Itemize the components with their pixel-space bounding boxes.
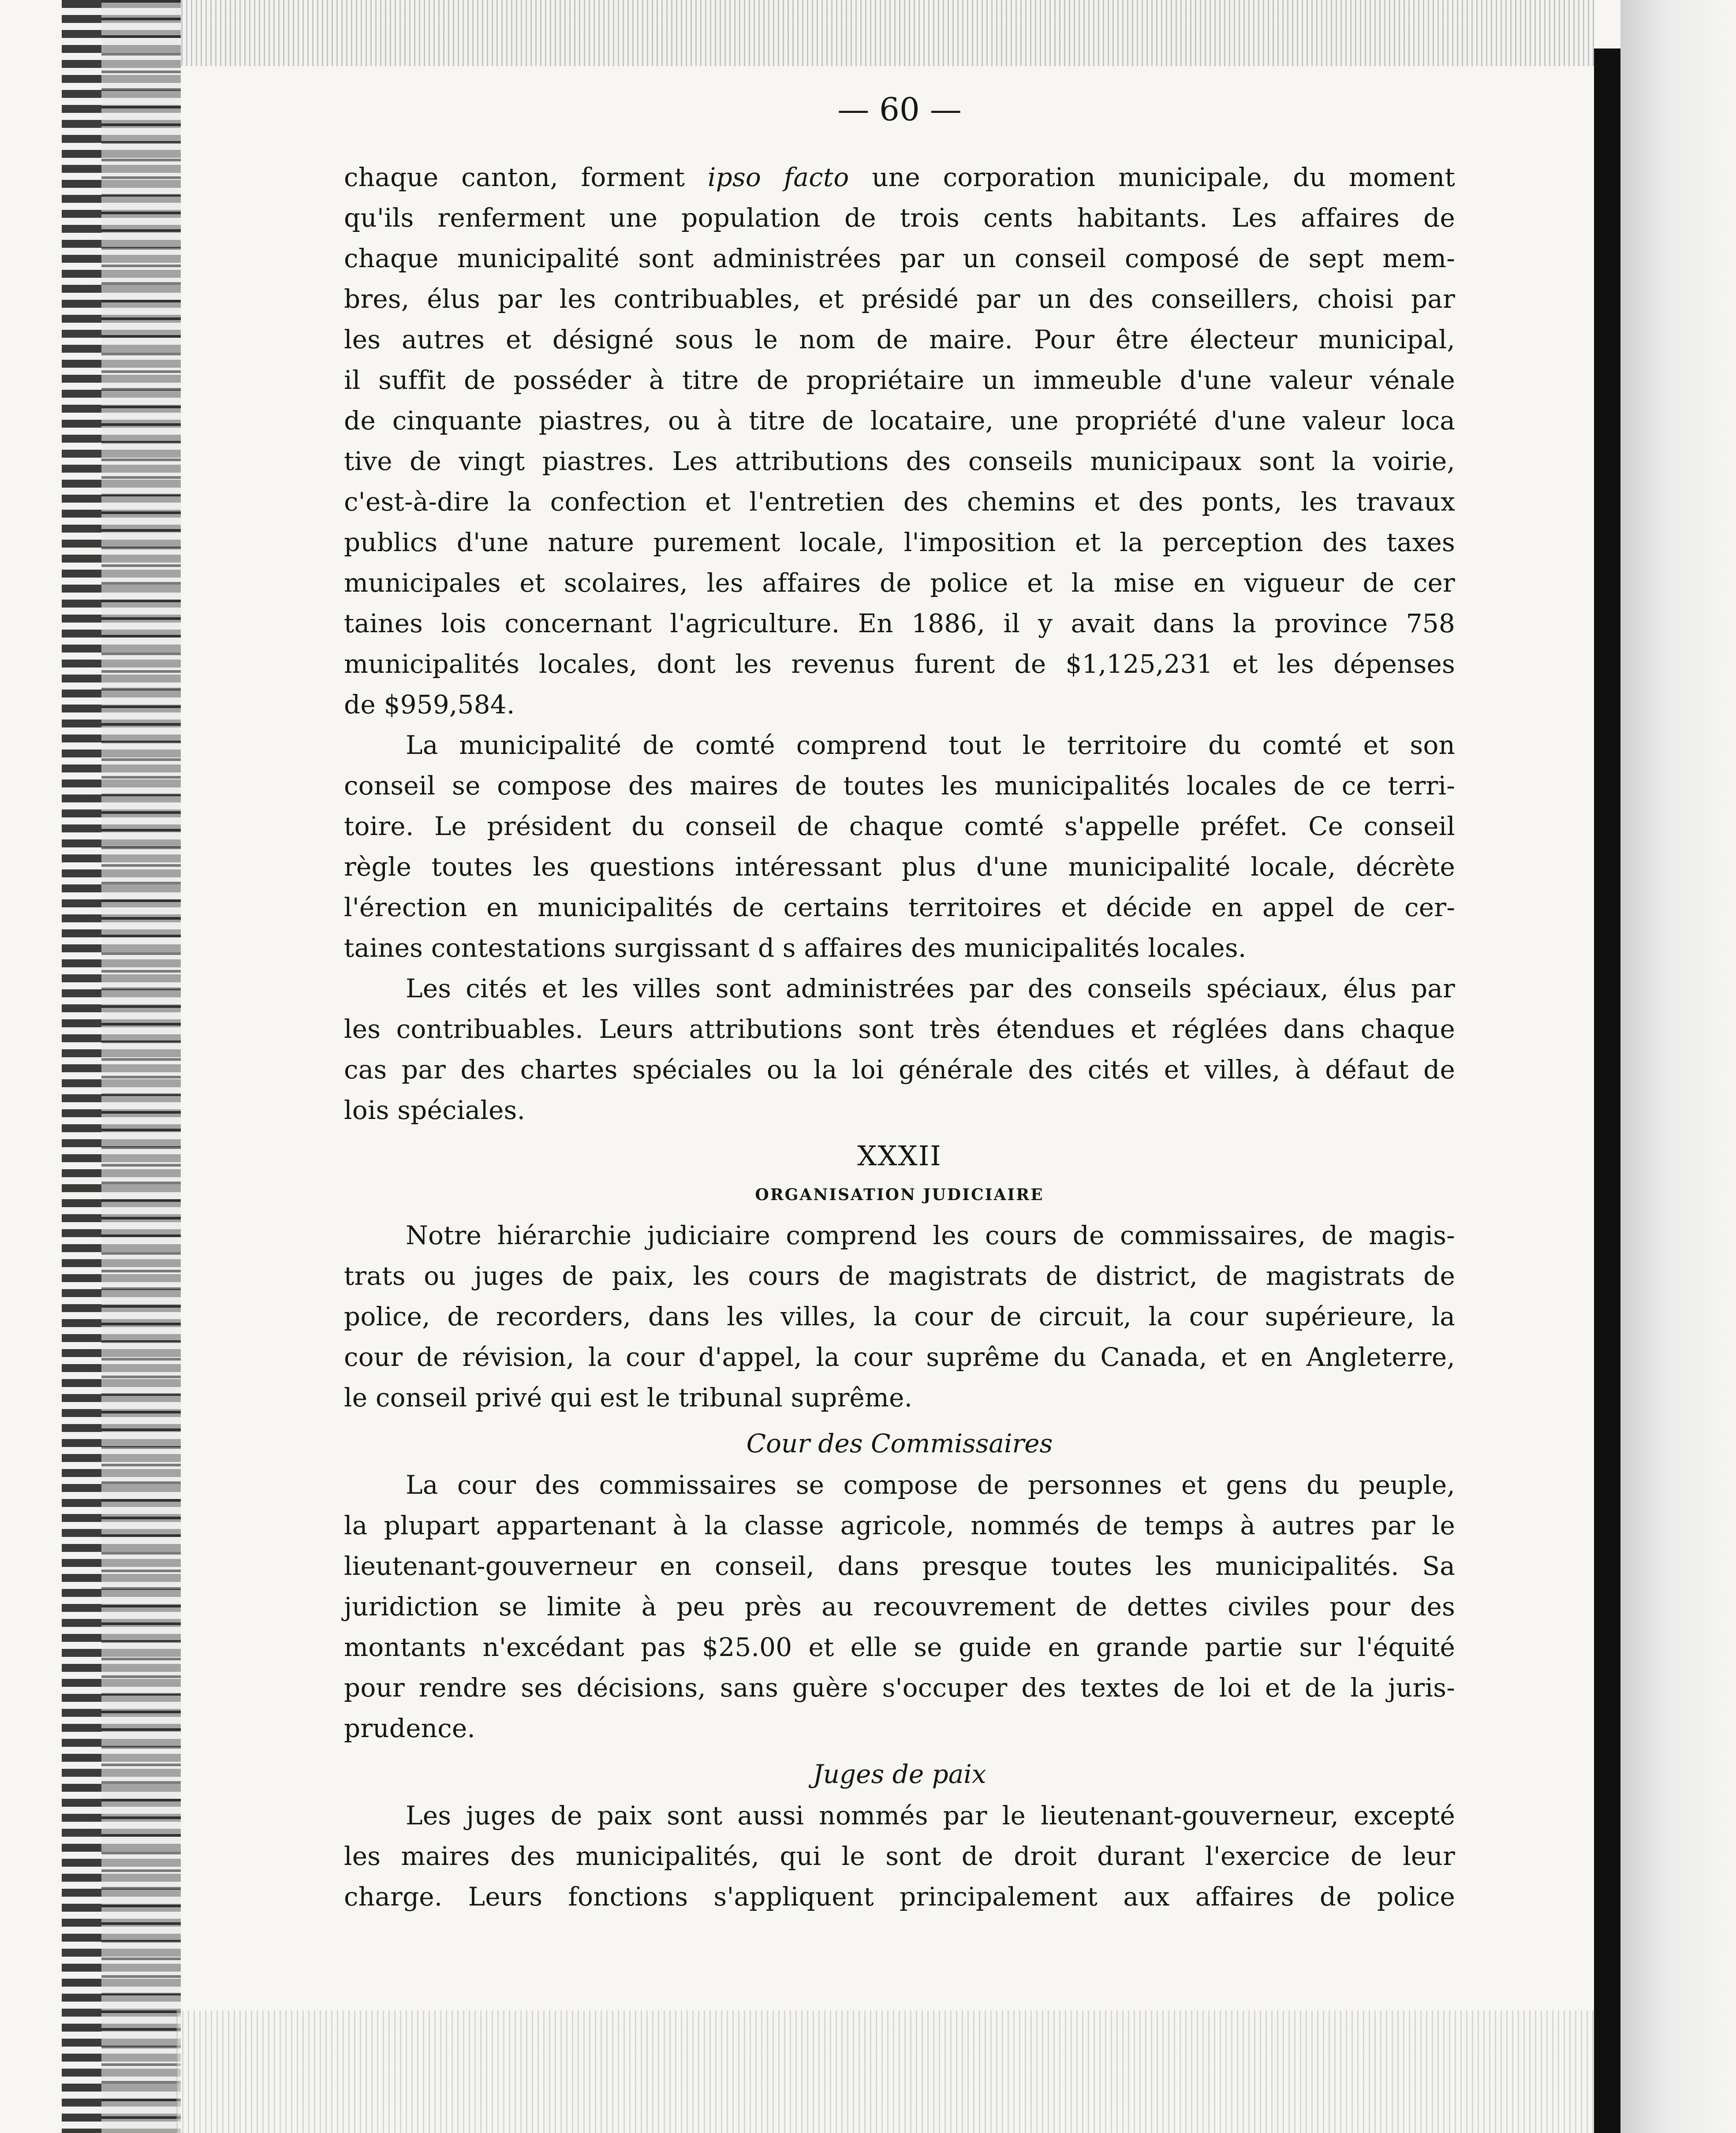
text-line: les autres et désigné sous le nom de maire. Pour être électeur municipal, [344, 324, 1455, 354]
text-line: charge. Leurs fonctions s'appliquent principalement aux affaires de police [344, 1882, 1455, 1912]
scan-noise-top [176, 0, 1594, 66]
paragraph-commissioners-court [344, 1465, 1455, 1749]
scan-edge-left-inner [101, 0, 181, 2133]
text-line: bres, élus par les contribuables, et présidé par un des conseillers, choisi par [344, 284, 1455, 314]
subheading-juges-de-paix: Juges de paix [813, 1759, 986, 1789]
text-line [344, 157, 1455, 198]
text-line: taines contestations surgissant d s affaires des municipalités locales. [344, 933, 1247, 963]
text-line: municipales et scolaires, les affaires de police et la mise en vigueur de cer [344, 568, 1455, 598]
text-line: cas par des chartes spéciales ou la loi générale des cités et villes, à défaut de [344, 1055, 1455, 1085]
text-line: de $959,584. [344, 690, 515, 720]
text-line: c'est-à-dire la confection et l'entretien des chemins et des ponts, les travaux [344, 487, 1455, 517]
text-line: tive de vingt piastres. Les attributions des conseils municipaux sont la voirie, [344, 446, 1455, 476]
text-line: il suffit de posséder à titre de propriétaire un immeuble d'une valeur vénale [344, 365, 1455, 395]
text-line: conseil se compose des maires de toutes les municipalités locales de ce terri- [344, 771, 1455, 801]
text-line: montants n'excédant pas $25.00 et elle se guide en grande partie sur l'équité [344, 1632, 1455, 1662]
text-fragment: chaque canton, forment [344, 162, 708, 192]
text-line: la plupart appartenant à la classe agricole, nommés de temps à autres par le [344, 1510, 1455, 1540]
paragraph-cities-towns [344, 968, 1455, 1130]
text-fragment: une corporation municipale, du moment [849, 162, 1455, 192]
text-line: La municipalité de comté comprend tout le territoire du comté et son [406, 730, 1455, 760]
text-line: lieutenant-gouverneur en conseil, dans presque toutes les municipalités. Sa [344, 1551, 1455, 1581]
text-line: La cour des commissaires se compose de personnes et gens du peuple, [406, 1470, 1455, 1500]
text-line: Les cités et les villes sont administrées par des conseils spéciaux, élus par [406, 973, 1455, 1003]
text-line: chaque municipalité sont administrées par un conseil composé de sept mem- [344, 243, 1455, 273]
paragraph-justices-of-peace [344, 1795, 1455, 1917]
scan-noise-bottom [176, 2010, 1594, 2133]
page-number: — 60 — [837, 91, 962, 128]
scan-edge-right [1594, 48, 1620, 2133]
text-line: taines lois concernant l'agriculture. En 1886, il y avait dans la province 758 [344, 608, 1455, 638]
text-line: les maires des municipalités, qui le sont de droit durant l'exercice de leur [344, 1841, 1455, 1871]
text-line: prudence. [344, 1713, 476, 1743]
latin-phrase: ipso facto [707, 162, 849, 192]
text-line: le conseil privé qui est le tribunal suprême. [344, 1383, 913, 1413]
page-text [344, 88, 1455, 1917]
subheading-cour-des-commissaires: Cour des Commissaires [746, 1428, 1053, 1458]
text-line: publics d'une nature purement locale, l'imposition et la perception des taxes [344, 527, 1455, 557]
text-line: les contribuables. Leurs attributions sont très étendues et réglées dans chaque [344, 1014, 1455, 1044]
section-number: XXXII [857, 1140, 942, 1172]
text-line: municipalités locales, dont les revenus furent de $1,125,231 et les dépenses [344, 649, 1455, 679]
text-line: Les juges de paix sont aussi nommés par le lieutenant-gouverneur, excepté [406, 1801, 1455, 1831]
section-title: ORGANISATION JUDICIAIRE [755, 1186, 1044, 1204]
paragraph-county-municipality [344, 725, 1455, 968]
text-line: de cinquante piastres, ou à titre de locataire, une propriété d'une valeur loca [344, 406, 1455, 436]
text-line: qu'ils renferment une population de trois cents habitants. Les affaires de [344, 203, 1455, 233]
text-line: Notre hiérarchie judiciaire comprend les cours de commissaires, de magis- [406, 1220, 1455, 1250]
text-line: trats ou juges de paix, les cours de magistrats de district, de magistrats de [344, 1261, 1455, 1291]
paragraph-judicial-hierarchy [344, 1215, 1455, 1418]
text-line: police, de recorders, dans les villes, la cour de circuit, la cour supérieure, la [344, 1301, 1455, 1331]
text-line: cour de révision, la cour d'appel, la cour suprême du Canada, et en Angleterre, [344, 1342, 1455, 1372]
paragraph-municipal-corporations [344, 157, 1455, 725]
text-line: l'érection en municipalités de certains territoires et décide en appel de cer- [344, 892, 1455, 922]
text-line: pour rendre ses décisions, sans guère s'occuper des textes de loi et de la juris- [344, 1673, 1455, 1703]
text-line: toire. Le président du conseil de chaque comté s'appelle préfet. Ce conseil [344, 811, 1455, 841]
scan-shadow-right [1620, 0, 1736, 2133]
text-line: règle toutes les questions intéressant plus d'une municipalité locale, décrète [344, 852, 1455, 882]
text-line: lois spéciales. [344, 1095, 526, 1125]
text-line: juridiction se limite à peu près au recouvrement de dettes civiles pour des [344, 1592, 1455, 1622]
